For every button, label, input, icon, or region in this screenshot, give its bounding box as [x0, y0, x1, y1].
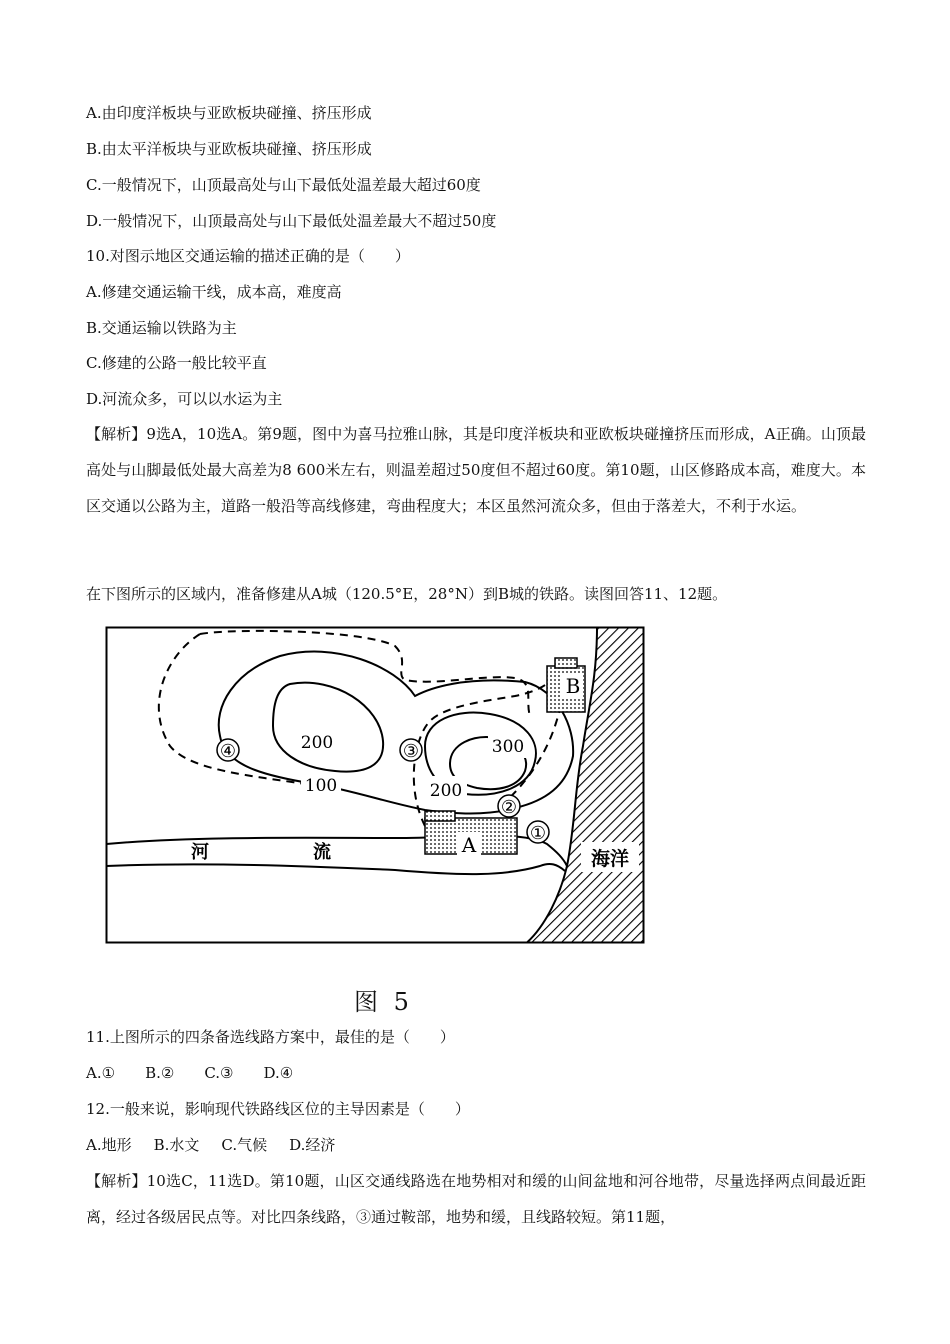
route-label-2: ②: [500, 797, 518, 818]
q9-option-a: A.由印度洋板块与亚欧板块碰撞、挤压形成: [86, 104, 372, 122]
q12-option-b: B.水文: [153, 1136, 200, 1154]
river-label-he: 河: [191, 842, 209, 863]
q11-option-b: B.②: [145, 1064, 175, 1082]
q11-options: [86, 1063, 293, 1083]
analysis-paragraph-2: 【解析】10选C，11选D。第10题，山区交通线路选在地势相对和缓的山间盆地和河谷地带，尽量选择两点间最近距离，经过各级居民点等。对比四条线路，③通过鞍部，地势和缓，且线路较短。第11题，: [86, 1172, 866, 1226]
contour-label-100: 100: [304, 776, 338, 796]
q10-option-b: B.交通运输以铁路为主: [86, 319, 237, 337]
q10-stem: 10.对图示地区交通运输的描述正确的是（ ）: [86, 247, 410, 265]
q11-option-d: D.④: [263, 1064, 294, 1082]
q12-stem: 12.一般来说，影响现代铁路线区位的主导因素是（ ）: [86, 1100, 470, 1118]
city-a-label: A: [461, 833, 477, 857]
figure-caption: 图 5: [354, 988, 413, 1016]
river-label-liu: 流: [313, 842, 331, 863]
q12-options: [86, 1135, 335, 1155]
q11-option-c: C.③: [204, 1064, 234, 1082]
q9-option-c: C.一般情况下，山顶最高处与山下最低处温差最大超过60度: [86, 176, 481, 194]
city-b-label: B: [565, 674, 581, 698]
q12-option-d: D.经济: [289, 1136, 336, 1154]
q12-option-c: C.气候: [221, 1136, 268, 1154]
route-label-3: ③: [402, 741, 420, 762]
q9-option-b: B.由太平洋板块与亚欧板块碰撞、挤压形成: [86, 140, 372, 158]
q9-option-d: D.一般情况下，山顶最高处与山下最低处温差最大不超过50度: [86, 212, 497, 230]
contour-label-200-west: 200: [300, 733, 334, 753]
q10-option-d: D.河流众多，可以以水运为主: [86, 390, 283, 408]
route-label-4: ④: [219, 741, 237, 762]
q11-stem: 11.上图所示的四条备选线路方案中，最佳的是（ ）: [86, 1028, 455, 1046]
route-label-1: ①: [529, 823, 547, 844]
city-b-icon-top: [555, 658, 577, 668]
contour-label-200-east: 200: [429, 781, 463, 801]
contour-label-300: 300: [491, 737, 525, 757]
city-a-icon-top: [425, 811, 455, 821]
sea-label: 海洋: [590, 848, 630, 870]
q10-option-a: A.修建交通运输干线，成本高，难度高: [86, 283, 342, 301]
analysis-paragraph-1: 【解析】9选A，10选A。第9题，图中为喜马拉雅山脉，其是印度洋板块和亚欧板块碰撞挤压而形成，A正确。山顶最高处与山脚最低处最大高差为8 600米左右，则温差超过50度但不超过60度。第10题，山区修路成本高，难度大。本区交通以公路为主，道路一般沿等高线修建，弯曲程度大；本区虽然河流众多，但由于落差大，不利于水运。: [86, 425, 866, 515]
q12-option-a: A.地形: [86, 1136, 132, 1154]
q10-option-c: C.修建的公路一般比较平直: [86, 354, 267, 372]
route-map-figure: [105, 626, 645, 944]
q11-option-a: A.①: [86, 1064, 116, 1082]
figure-intro: 在下图所示的区域内，准备修建从A城（120.5°E，28°N）到B城的铁路。读图回答11、12题。: [86, 585, 728, 603]
